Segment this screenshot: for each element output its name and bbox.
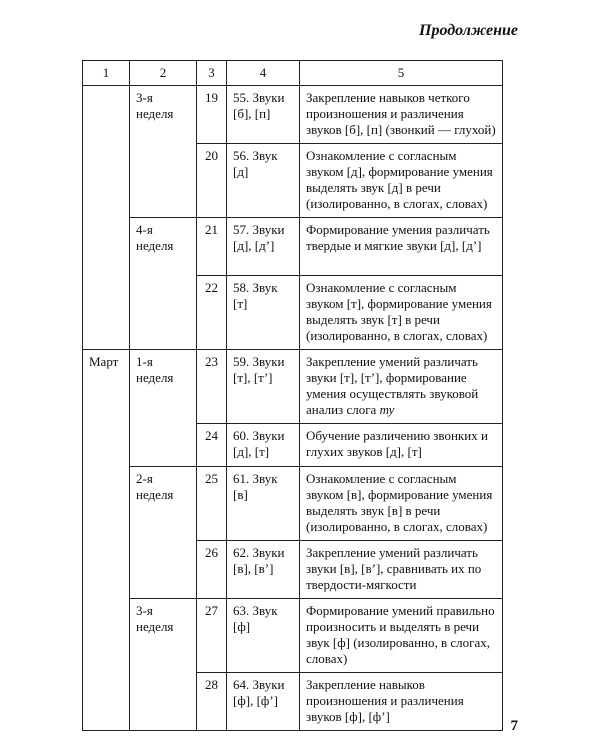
month-cell: Март: [83, 350, 130, 731]
month-cell: [83, 86, 130, 350]
lesson-topic: 55. Звуки [б], [п]: [227, 86, 300, 144]
column-header-number: 3: [197, 61, 227, 86]
running-head: Продолжение: [419, 22, 518, 39]
lesson-number: 28: [197, 673, 227, 731]
page-number: 7: [510, 718, 518, 734]
table-row: [83, 86, 503, 144]
table-header-row: [83, 61, 503, 86]
column-header-week: 2: [130, 61, 197, 86]
lesson-goal-text: Закрепление умений различать звуки [т], [т’], формирование умения осуществлять звуковой анализ слога: [306, 354, 479, 417]
lesson-goal: Закрепление умений различать звуки [в], [в’], сравнивать их по твердости-мягкости: [300, 541, 503, 599]
table-row: [83, 218, 503, 276]
column-header-goal: 5: [300, 61, 503, 86]
table-row: [83, 467, 503, 541]
table-row: [83, 350, 503, 424]
column-header-month: 1: [83, 61, 130, 86]
lesson-goal: Закрепление навыков четкого произношения и различения звуков [б], [п] (звонкий — глухой): [300, 86, 503, 144]
week-cell: 3-я неделя: [130, 599, 197, 731]
lesson-topic: 58. Звук [т]: [227, 276, 300, 350]
lesson-number: 27: [197, 599, 227, 673]
lesson-number: 19: [197, 86, 227, 144]
lesson-number: 26: [197, 541, 227, 599]
lesson-number: 22: [197, 276, 227, 350]
lesson-goal: Закрепление навыков произношения и различения звуков [ф], [ф’]: [300, 673, 503, 731]
week-cell: 3-я неделя: [130, 86, 197, 218]
lesson-topic: 60. Звуки [д], [т]: [227, 424, 300, 467]
lesson-topic: 61. Звук [в]: [227, 467, 300, 541]
lesson-topic: 63. Звук [ф]: [227, 599, 300, 673]
week-cell: 4-я неделя: [130, 218, 197, 350]
lesson-number: 20: [197, 144, 227, 218]
lesson-plan-table: [82, 60, 503, 731]
lesson-goal: Ознакомление с согласным звуком [т], формирование умения выделять звук [т] в речи (изолированно, в слогах, словах): [300, 276, 503, 350]
lesson-topic: 64. Звуки [ф], [ф’]: [227, 673, 300, 731]
lesson-topic: 62. Звуки [в], [в’]: [227, 541, 300, 599]
lesson-number: 25: [197, 467, 227, 541]
lesson-topic: 56. Звук [д]: [227, 144, 300, 218]
syllable-example: ту: [379, 402, 395, 417]
lesson-topic: 57. Звуки [д], [д’]: [227, 218, 300, 276]
table-row: [83, 599, 503, 673]
lesson-goal: Ознакомление с согласным звуком [в], формирование умения выделять звук [в] в речи (изолированно, в слогах, словах): [300, 467, 503, 541]
lesson-goal: Обучение различению звонких и глухих звуков [д], [т]: [300, 424, 503, 467]
lesson-number: 23: [197, 350, 227, 424]
week-cell: 2-я неделя: [130, 467, 197, 599]
week-cell: 1-я неделя: [130, 350, 197, 467]
lesson-number: 24: [197, 424, 227, 467]
lesson-goal: Ознакомление с согласным звуком [д], формирование умения выделять звук [д] в речи (изолированно, в слогах, словах): [300, 144, 503, 218]
lesson-goal: [300, 350, 503, 424]
lesson-number: 21: [197, 218, 227, 276]
lesson-goal: Формирование умения различать твердые и мягкие звуки [д], [д’]: [300, 218, 503, 276]
lesson-goal: Формирование умений правильно произносить и выделять в речи звук [ф] (изолированно, в слогах, словах): [300, 599, 503, 673]
lesson-topic: 59. Звуки [т], [т’]: [227, 350, 300, 424]
column-header-topic: 4: [227, 61, 300, 86]
